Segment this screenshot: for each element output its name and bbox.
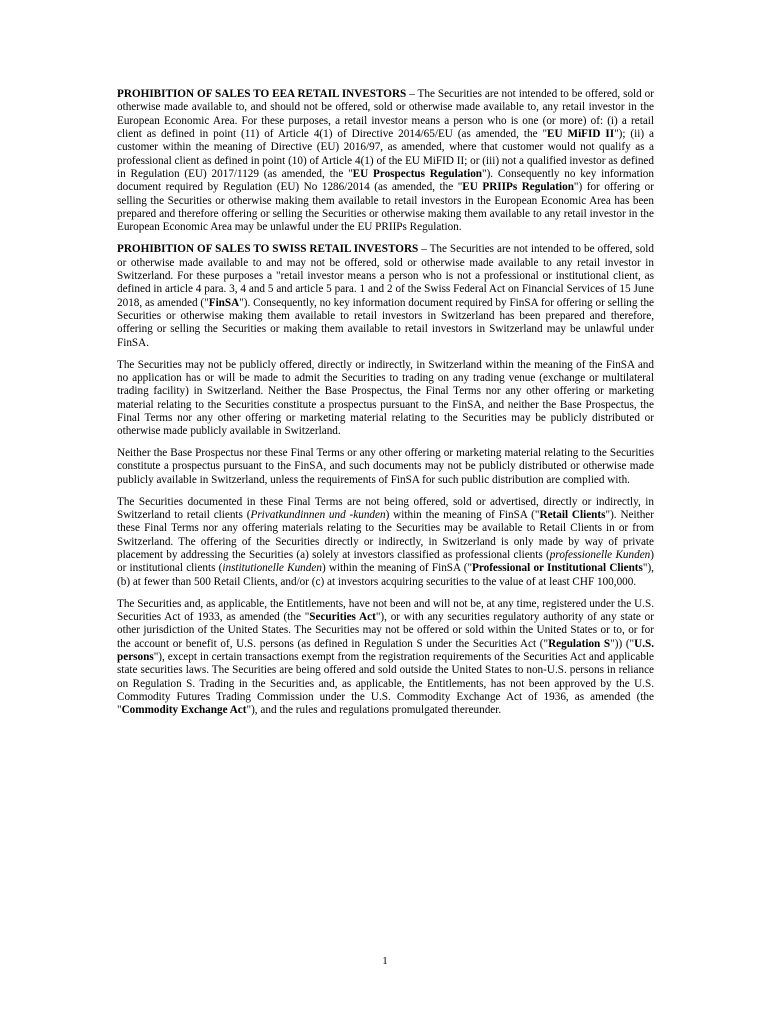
text-run: "), and the rules and regulations promulgated thereunder.	[246, 704, 502, 717]
defined-term: Professional or Institutional Clients	[472, 562, 643, 575]
paragraph-prospectus: Neither the Base Prospectus nor these Final Terms or any other offering or marketing material relating to the Securities constitute a prospectus pursuant to the FinSA, and such documents may not be publicly distributed or otherwise made publicly available in Switzerland, unless the requirements of FinSA for such public distribution are complied with.	[117, 447, 654, 486]
text-run: "), except in certain transactions exempt from the registration requirements of the Securities Act and applicable state securities laws. The Securities are being offered and sold outside the United States to non-U.S. persons in reliance on Regulation S. Trading in the Securities and, as applicable, the Entitlements, has not been approved by the U.S. Commodity Futures Trading Commission under the U.S. Commodity Exchange Act of 1936, as amended (the "	[117, 650, 654, 717]
text-run: ) or institutional clients (	[117, 549, 655, 575]
heading-eea-retail-investors: PROHIBITION OF SALES TO EEA RETAIL INVESTORS	[117, 88, 407, 100]
defined-term: Retail Clients	[539, 508, 606, 521]
paragraph-swiss-retail-investors	[117, 243, 654, 350]
text-run: ) within the meaning of FinSA ("	[385, 508, 540, 521]
text-run: – The Securities are not intended to be offered, sold or otherwise made available to, and should not be offered, sold or otherwise made available to, any retail investor in the European Economic Area. For these purposes, a retail investor means a person who is one (or more) of: (i) a retail client as defined in point (11) of Article 4(1) of Directive 2014/65/EU (as amended, the "	[117, 88, 654, 141]
defined-term: Commodity Exchange Act	[121, 704, 247, 717]
defined-term: EU MiFID II	[547, 128, 615, 141]
document-body	[117, 88, 654, 726]
text-run: The Securities documented in these Final Terms are not being offered, sold or advertised, directly or indirectly, in Switzerland to retail clients (	[117, 495, 654, 521]
text-run: ")) ("	[610, 637, 635, 650]
defined-term: EU Prospectus Regulation	[352, 168, 483, 181]
italic-term: institutionelle Kunden	[222, 562, 322, 575]
text-run: "). Consequently, no key information document required by FinSA for offering or selling the Securities or otherwise making them available to retail investors in Switzerland has been prepared and therefore, offering or selling the Securities or making them available to retail investors in Switzerland may be unlawful under FinSA.	[117, 296, 655, 349]
text-run: "), (b) at fewer than 500 Retail Clients, and/or (c) at investors acquiring securities to the value of at least CHF 100,000.	[117, 562, 654, 588]
page-number: 1	[382, 955, 388, 967]
defined-term: Regulation S	[548, 637, 611, 650]
defined-term: FinSA	[208, 296, 240, 309]
paragraph-us-securities	[117, 598, 654, 718]
text-run: "); (ii) a customer within the meaning of Directive (EU) 2016/97, as amended, where that customer would not qualify as a professional client as defined in point (10) of Article 4(1) of the EU MiFID II; or (iii) not a qualified investor as defined in Regulation (EU) 2017/1129 (as amended, the "	[117, 128, 654, 181]
italic-term: professionelle Kunden	[549, 549, 651, 561]
paragraph-public-offer: The Securities may not be publicly offered, directly or indirectly, in Switzerland within the meaning of the FinSA and no application has or will be made to admit the Securities to trading on any trading venue (exchange or multilateral trading facility) in Switzerland. Neither the Base Prospectus, the Final Terms nor any other offering or marketing material relating to the Securities constitute a prospectus pursuant to the FinSA, and neither the Base Prospectus, the Final Terms nor any other offering or marketing material relating to the Securities may be publicly distributed or otherwise made publicly available in Switzerland.	[117, 358, 654, 438]
text-run: "). Consequently no key information document required by Regulation (EU) No 1286/2014 (as amended, the "	[117, 168, 654, 194]
defined-term: EU PRIIPs Regulation	[462, 181, 574, 194]
defined-term: Securities Act	[309, 610, 376, 623]
text-run: "), or with any securities regulatory authority of any state or other jurisdiction of the United States. The Securities may not be offered or sold within the United States or to, or for the account or benefit of, U.S. persons (as defined in Regulation S under the Securities Act ("	[117, 610, 654, 650]
heading-swiss-retail-investors: PROHIBITION OF SALES TO SWISS RETAIL INVESTORS	[117, 243, 419, 256]
defined-term: U.S. persons	[117, 637, 655, 663]
text-run: ) within the meaning of FinSA ("	[321, 562, 473, 575]
italic-term: Privatkundinnen und -kunden	[250, 508, 386, 521]
text-run: The Securities and, as applicable, the Entitlements, have not been and will not be, at any time, registered under the U.S. Securities Act of 1933, as amended (the "	[117, 597, 654, 623]
text-run: ") for offering or selling the Securities or otherwise making them available to retail investors in the European Economic Area has been prepared and therefore offering or selling the Securities or otherwise making them available to any retail investor in the European Economic Area may be unlawful under the EU PRIIPs Regulation.	[117, 181, 654, 234]
paragraph-retail-clients	[117, 496, 654, 589]
paragraph-eea-retail-investors	[117, 88, 654, 235]
text-run: – The Securities are not intended to be offered, sold or otherwise made available to and may not be offered, sold or otherwise made available to any retail investor in Switzerland. For these purposes a "retail investor means a person who is not a professional or institutional client, as defined in article 4 para. 3, 4 and 5 and article 5 para. 1 and 2 of the Swiss Federal Act on Financial Services of 15 June 2018, as amended ("	[117, 243, 654, 309]
text-run: "). Neither these Final Terms nor any offering materials relating to the Securities may be available to Retail Clients in or from Switzerland. The offering of the Securities directly or indirectly, in Switzerland is only made by way of private placement by addressing the Securities (a) solely at investors classified as professional clients (	[117, 508, 654, 561]
